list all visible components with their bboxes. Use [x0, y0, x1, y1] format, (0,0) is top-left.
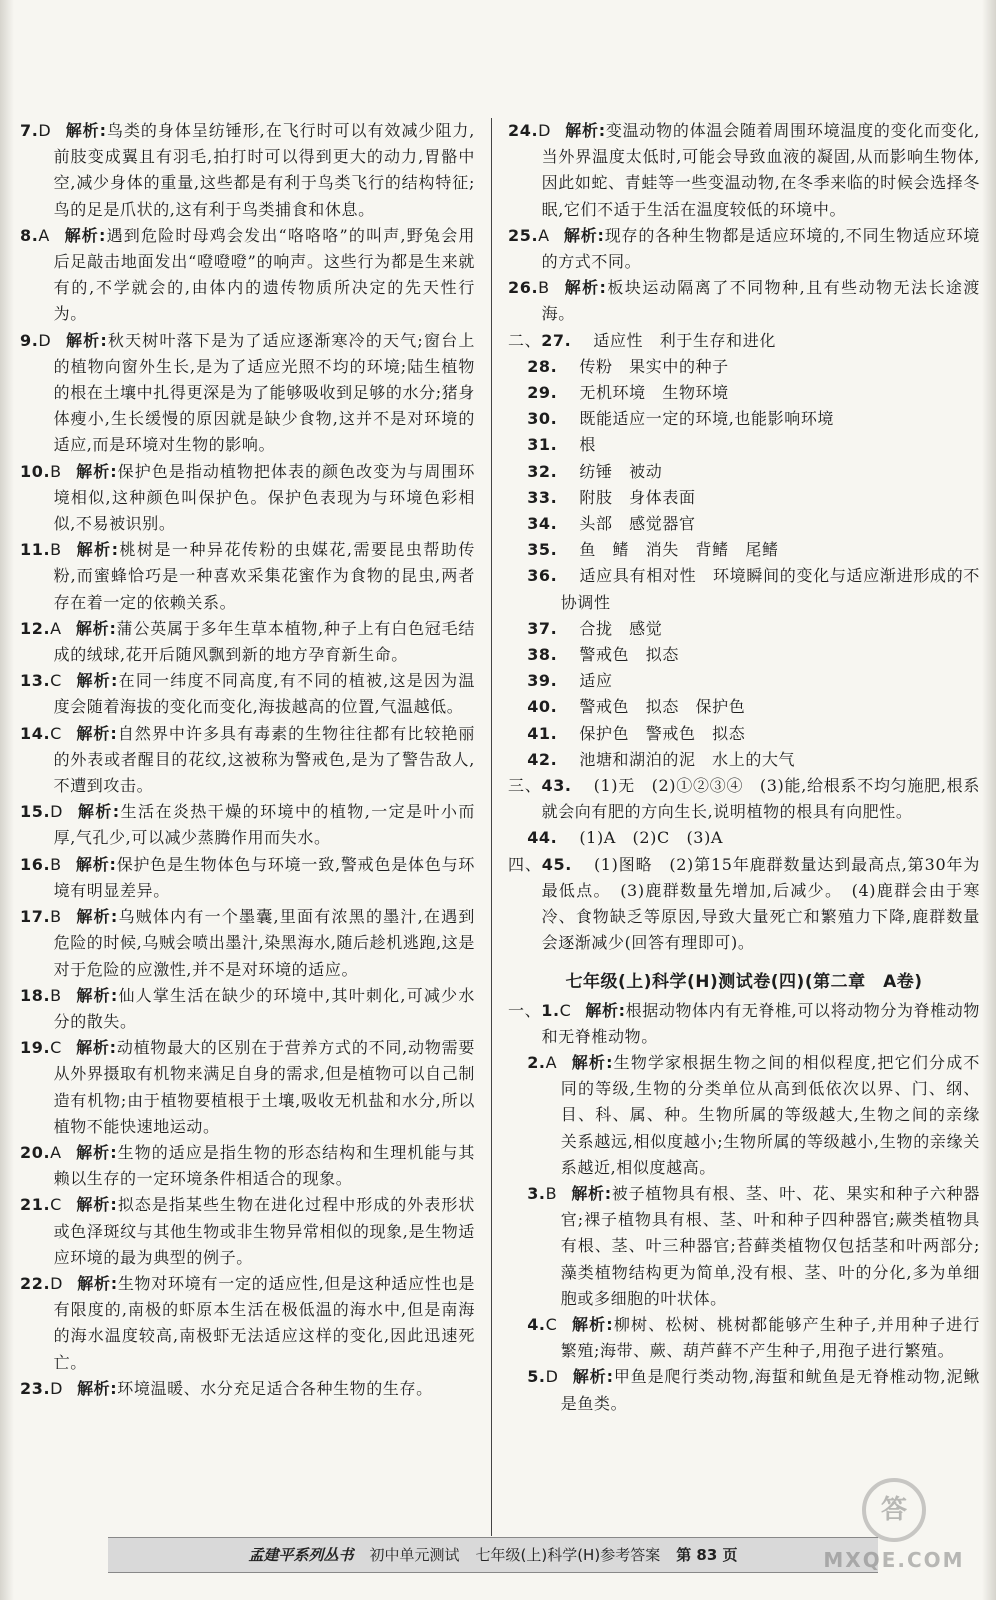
question-number: 2. [527, 1052, 546, 1072]
right-column [508, 118, 980, 1417]
new-section-first [508, 998, 980, 1050]
analysis-text: 在同一纬度不同高度,有不同的植被,这是因为温度会随着海拔的变化而变化,海拔越高的位置,气温越低。 [53, 671, 475, 717]
answer-text: 无机环境 生物环境 [579, 383, 729, 403]
analysis-label: 解析: [77, 1378, 118, 1398]
answer-text: 适应性 利于生存和进化 [593, 330, 776, 350]
question-number: 5. [527, 1367, 546, 1387]
question-number: 39. [527, 671, 558, 691]
analysis-label: 解析: [565, 121, 606, 140]
analysis-label: 解析: [63, 225, 106, 245]
question-number: 15. [20, 802, 51, 822]
analysis-text: 拟态是指某些生物在进化过程中形成的外表形状或色泽斑纹与其他生物或非生物异常相似的现象,是生物适应环境的最为典型的例子。 [53, 1195, 475, 1267]
question-number: 4. [527, 1314, 546, 1334]
question-number: 30. [527, 409, 558, 429]
analysis-label: 解析: [65, 330, 108, 350]
answer-item [508, 118, 980, 223]
analysis-label: 解析: [75, 907, 118, 927]
answer-letter: B [538, 278, 550, 298]
question-number: 12. [20, 618, 51, 638]
answer-item [527, 1181, 980, 1312]
answer-text: (1)A (2)C (3)A [579, 828, 724, 848]
right-answer-list [508, 118, 980, 328]
answer-text: 传粉 果实中的种子 [579, 356, 729, 376]
subject-name: 七年级(上)科学(H)参考答案 [475, 1546, 661, 1564]
question-number: 13. [20, 671, 51, 691]
analysis-label: 解析: [77, 802, 120, 822]
answer-item [527, 721, 980, 747]
analysis-text: 仙人掌生活在缺少的环境中,其叶刺化,可减少水分的散失。 [53, 985, 476, 1031]
answer-text: 根 [579, 435, 596, 455]
new-section-list [508, 1050, 980, 1417]
answer-letter: D [50, 802, 64, 822]
answer-letter: D [538, 121, 552, 140]
analysis-text: 变温动物的体温会随着周围环境温度的变化而变化,当外界温度太低时,可能会导致血液的凝固,从而影响生物体,因此如蛇、青蛙等一些变温动物,在冬季来临的时候会选择冬眠,它们不适于生活在温度较低的环境中。 [541, 121, 980, 219]
answer-letter: C [50, 723, 62, 743]
section-4-first [508, 852, 980, 957]
analysis-text: 生活在炎热干燥的环境中的植物,一定是叶小而厚,气孔少,可以减少蒸腾作用而失水。 [53, 802, 475, 848]
answer-text: 鱼 鳍 消失 背鳍 尾鳍 [579, 540, 779, 560]
answer-text: 警戒色 拟态 [579, 645, 679, 665]
answer-letter: D [38, 330, 52, 350]
answer-letter: C [50, 671, 62, 691]
question-number: 32. [527, 461, 558, 481]
analysis-text: 甲鱼是爬行类动物,海蜇和鱿鱼是无脊椎动物,泥鳅是鱼类。 [560, 1367, 980, 1413]
answer-letter: C [545, 1314, 558, 1334]
watermark-logo: 答 [862, 1478, 926, 1542]
question-number: 45. [541, 854, 572, 874]
answer-text: (1)图略 (2)第15年鹿群数量达到最高点,第30年为最低点。 (3)鹿群数量先增加,后减少。 (4)鹿群会由于寒冷、食物缺乏等原因,导致大量死亡和繁殖力下降,鹿群数量会逐渐减少(回答有理即可)。 [541, 854, 981, 953]
answer-item [20, 1271, 475, 1376]
answer-letter: A [50, 1142, 62, 1162]
answer-letter: B [545, 1183, 558, 1203]
analysis-text: 生物学家根据生物之间的相似程度,把它们分成不同的等级,生物的分类单位从高到低依次以界、门、纲、目、科、属、种。生物所属的等级越大,生物之间的亲缘关系越远,相似度越小;生物所属的等级越小,生物的亲缘关系越近,相似度越高。 [560, 1052, 980, 1177]
answer-item [527, 354, 980, 380]
question-number: 40. [527, 697, 558, 717]
answer-item [20, 328, 475, 459]
watermark-site: MXQE.COM [823, 1548, 965, 1572]
analysis-label: 解析: [77, 1273, 118, 1293]
section-2-first [508, 328, 980, 354]
question-number: 14. [20, 723, 51, 743]
analysis-label: 解析: [572, 1367, 614, 1387]
answer-text: 保护色 警戒色 拟态 [579, 723, 746, 743]
analysis-text: 环境温暖、水分充足适合各种生物的生存。 [117, 1378, 433, 1398]
answer-item [20, 1140, 475, 1192]
analysis-label: 解析: [65, 121, 107, 140]
section-3-list [508, 825, 980, 851]
answer-item [527, 747, 980, 773]
analysis-label: 解析: [75, 854, 117, 874]
answer-item [20, 459, 475, 538]
answer-item [20, 904, 475, 983]
answer-letter: B [50, 985, 62, 1005]
page-footer [108, 1537, 878, 1573]
analysis-label: 解析: [75, 671, 118, 691]
question-number: 35. [527, 540, 558, 560]
answer-item [20, 799, 475, 851]
question-number: 42. [527, 749, 558, 769]
answer-letter: A [538, 225, 550, 245]
answer-item [527, 694, 980, 720]
answer-item [527, 406, 980, 432]
question-number: 16. [20, 854, 51, 874]
answer-text: 适应具有相对性 环境瞬间的变化与适应渐进形成的不协调性 [560, 566, 980, 612]
scan-edge-left [0, 0, 14, 1600]
analysis-label: 解析: [75, 1038, 117, 1058]
answer-item [20, 983, 475, 1035]
analysis-text: 根据动物体内有无脊椎,可以将动物分为脊椎动物和无脊椎动物。 [541, 1000, 981, 1046]
question-number: 33. [527, 487, 558, 507]
analysis-text: 保护色是指动植物把体表的颜色改变为与周围环境相似,这种颜色叫保护色。保护色表现为与环境色彩相似,不易被识别。 [53, 461, 475, 534]
question-number: 43. [541, 776, 572, 796]
page-number: 第 83 页 [676, 1546, 738, 1564]
question-number: 41. [527, 723, 558, 743]
answer-item [527, 825, 980, 851]
question-number: 25. [508, 225, 539, 245]
answer-letter: C [50, 1195, 62, 1215]
analysis-text: 自然界中许多具有毒素的生物往往都有比较艳丽的外表或者醒目的花纹,这被称为警戒色,是为了警告敌人,不遭到攻击。 [53, 723, 475, 796]
analysis-text: 鸟类的身体呈纺锤形,在飞行时可以有效减少阻力,前肢变成翼且有羽毛,拍打时可以得到更大的动力,胃骼中空,减少身体的重量,这些都是有利于鸟类飞行的结构特征;鸟的足是爪状的,这有利于鸟类捕食和休息。 [53, 121, 475, 219]
section-2-mark: 二、 [508, 330, 542, 350]
question-number: 11. [20, 540, 51, 560]
book-name: 初中单元测试 [369, 1546, 460, 1564]
analysis-text: 柳树、松树、桃树都能够产生种子,并用种子进行繁殖;海带、蕨、葫芦藓不产生种子,用孢子进行繁殖。 [560, 1314, 980, 1361]
analysis-label: 解析: [571, 1314, 614, 1334]
answer-letter: D [545, 1367, 559, 1387]
section-4-mark: 四、 [508, 854, 542, 874]
question-number: 34. [527, 514, 558, 534]
column-divider [491, 118, 492, 1536]
new-section-mark: 一、 [508, 1000, 542, 1020]
analysis-label: 解析: [75, 1195, 118, 1215]
answer-text: 合拢 感觉 [579, 618, 663, 638]
section-3-first [508, 773, 980, 825]
answer-letter: A [38, 225, 50, 245]
question-number: 17. [20, 907, 51, 927]
left-column [20, 118, 475, 1402]
answer-text: 附肢 身体表面 [579, 487, 696, 507]
analysis-text: 秋天树叶落下是为了适应逐渐寒冷的天气;窗台上的植物向窗外生长,是为了适应光照不均的环境;陆生植物的根在土壤中扎得更深是为了能够吸收到足够的水分;猪身体瘦小,生长缓慢的原因就是缺少食物,这并不是对环境的适应,而是环境对生物的影响。 [53, 330, 475, 455]
answer-item [508, 275, 980, 327]
analysis-text: 生物对环境有一定的适应性,但是这种适应性也是有限度的,南极的虾原本生活在极低温的海水中,但是南海的海水温度较高,南极虾无法适应这样的变化,因此迅速死亡。 [53, 1273, 475, 1372]
answer-item [527, 485, 980, 511]
question-number: 20. [20, 1142, 51, 1162]
analysis-text: 现存的各种生物都是适应环境的,不同生物适应环境的方式不同。 [541, 225, 981, 272]
answer-letter: A [545, 1052, 558, 1072]
answer-letter: D [50, 1273, 64, 1293]
answer-letter: C [50, 1038, 62, 1058]
question-number: 36. [527, 566, 558, 586]
question-number: 18. [20, 985, 51, 1005]
analysis-label: 解析: [75, 540, 119, 560]
question-number: 3. [527, 1183, 546, 1203]
answer-item [20, 223, 475, 328]
question-number: 44. [527, 828, 558, 848]
answer-item [20, 616, 475, 668]
question-number: 31. [527, 435, 558, 455]
analysis-label: 解析: [571, 1183, 612, 1203]
question-number: 10. [20, 461, 51, 481]
question-number: 28. [527, 356, 558, 376]
answer-text: 既能适应一定的环境,也能影响环境 [579, 409, 835, 429]
answer-letter: D [50, 1378, 64, 1398]
question-number: 23. [20, 1378, 51, 1398]
question-number: 1. [541, 1000, 560, 1020]
answer-item [527, 511, 980, 537]
answer-text: 纺锤 被动 [579, 461, 663, 481]
answer-item [527, 1050, 980, 1181]
question-number: 24. [508, 121, 539, 140]
analysis-label: 解析: [75, 618, 117, 638]
answer-item [527, 380, 980, 406]
analysis-text: 保护色是生物体色与环境一致,警戒色是体色与环境有明显差异。 [53, 854, 475, 900]
answer-letter: A [50, 618, 62, 638]
analysis-text: 板块运动隔离了不同物种,且有些动物无法长途渡海。 [541, 278, 980, 324]
answer-item [20, 852, 475, 904]
answer-item [20, 721, 475, 800]
analysis-text: 蒲公英属于多年生草本植物,种子上有白色冠毛结成的绒球,花开后随风飘到新的地方孕育新生命。 [53, 618, 475, 665]
series-name: 孟建平系列丛书 [248, 1546, 354, 1564]
answer-item [527, 1364, 980, 1416]
analysis-label: 解析: [75, 1142, 118, 1162]
answer-letter: B [50, 540, 62, 560]
answer-text: 适应 [579, 671, 613, 691]
question-number: 38. [527, 645, 558, 665]
answer-item [20, 118, 475, 223]
analysis-text: 遇到危险时母鸡会发出“咯咯咯”的叫声,野兔会用后足敲击地面发出“噔噔噔”的响声。这些行为都是生来就有的,不学就会的,由体内的遗传物质所决定的先天性行为。 [53, 225, 475, 324]
watermark [806, 1478, 982, 1590]
answer-item [20, 1035, 475, 1140]
answer-item [20, 1376, 475, 1402]
answer-letter: B [50, 461, 62, 481]
question-number: 22. [20, 1273, 51, 1293]
answer-item [527, 616, 980, 642]
answer-letter: C [559, 1000, 572, 1020]
analysis-text: 桃树是一种异花传粉的虫媒花,需要昆虫帮助传粉,而蜜蜂恰巧是一种喜欢采集花蜜作为食物的昆虫,两者存在着一定的依赖关系。 [53, 540, 475, 612]
section-3-mark: 三、 [508, 776, 542, 796]
question-number: 27. [541, 330, 572, 350]
answer-letter: B [50, 907, 62, 927]
answer-letter: D [38, 121, 52, 140]
analysis-label: 解析: [563, 225, 605, 245]
question-number: 29. [527, 383, 558, 403]
question-number: 19. [20, 1038, 51, 1058]
answer-item [20, 668, 475, 720]
question-number: 7. [20, 121, 39, 140]
analysis-label: 解析: [563, 278, 607, 298]
answer-letter: B [50, 854, 62, 874]
question-number: 26. [508, 278, 539, 298]
question-number: 9. [20, 330, 39, 350]
answer-text: 头部 感觉器官 [579, 514, 696, 534]
answer-item [527, 459, 980, 485]
answer-item [527, 668, 980, 694]
analysis-text: 被子植物具有根、茎、叶、花、果实和种子六种器官;裸子植物具有根、茎、叶和种子四种器官;蕨类植物具有根、茎、叶三种器官;苔藓类植物仅包括茎和叶两部分;藻类植物结构更为简单,没有根、茎、叶的分化,多为单细胞或多细胞的叶状体。 [560, 1183, 980, 1308]
question-number: 37. [527, 618, 558, 638]
answer-text: (1)无 (2)①②③④ (3)能,给根系不均匀施肥,根系就会向有肥的方向生长,说明植物的根具有向肥性。 [541, 776, 980, 822]
analysis-label: 解析: [571, 1052, 614, 1072]
answer-item [527, 563, 980, 615]
analysis-text: 生物的适应是指生物的形态结构和生理机能与其赖以生存的一定环境条件相适合的现象。 [53, 1142, 475, 1189]
question-number: 21. [20, 1195, 51, 1215]
answer-item [527, 537, 980, 563]
answer-item [527, 432, 980, 458]
analysis-text: 动植物最大的区别在于营养方式的不同,动物需要从外界摄取有机物来满足自身的需求,但是植物可以自己制造有机物;由于植物要植根于土壤,吸收无机盐和水分,所以植物不能快速地运动。 [53, 1038, 475, 1136]
answer-text: 警戒色 拟态 保护色 [579, 697, 746, 717]
analysis-text: 乌贼体内有一个墨囊,里面有浓黑的墨汁,在遇到危险的时候,乌贼会喷出墨汁,染黑海水,随后趁机逃跑,这是对于危险的应激性,并不是对环境的适应。 [53, 907, 476, 979]
analysis-label: 解析: [75, 985, 118, 1005]
answer-item [527, 1312, 980, 1364]
analysis-label: 解析: [585, 1000, 626, 1020]
answer-text: 池塘和湖泊的泥 水上的大气 [579, 749, 796, 769]
scan-edge-right [982, 0, 996, 1600]
answer-item [508, 223, 980, 275]
test-title: 七年级(上)科学(H)测试卷(四)(第二章 A卷) [565, 971, 923, 992]
answer-item [527, 642, 980, 668]
analysis-label: 解析: [75, 723, 118, 743]
analysis-label: 解析: [75, 461, 118, 481]
answer-item [20, 1192, 475, 1271]
section-2-list [508, 354, 980, 773]
answer-item [20, 537, 475, 616]
question-number: 8. [20, 225, 39, 245]
